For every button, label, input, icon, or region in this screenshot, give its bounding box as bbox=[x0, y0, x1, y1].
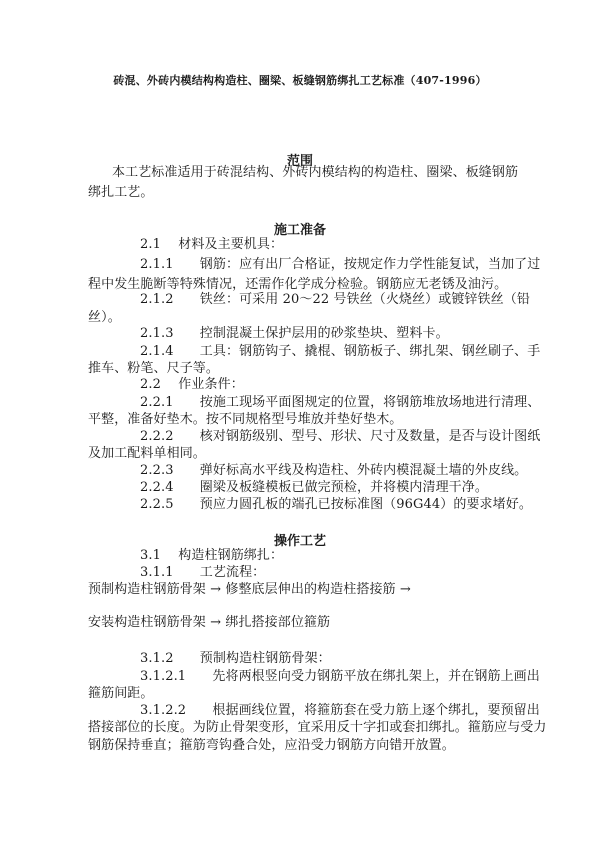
clause-3-1-2: 3.1.2 预制构造柱钢筋骨架： bbox=[140, 651, 331, 666]
clause-3-1: 3.1 构造柱钢筋绑扎： bbox=[140, 548, 284, 563]
section-heading-ops: 操作工艺 bbox=[273, 534, 326, 549]
clause-3-1-2-1: 3.1.2.1 先将两根竖向受力钢筋平放在绑扎架上，并在钢筋上画出 bbox=[140, 669, 540, 684]
process-flow-line-2: 安装构造柱钢筋骨架 → 绑扎搭接部位箍筋 bbox=[88, 615, 331, 630]
clause-3-1-2-2-cont2: 钢筋保持垂直；箍筋弯钩叠合处，应沿受力钢筋方向错开放置。 bbox=[88, 738, 455, 753]
clause-2-1-1-cont: 程中发生脆断等特殊情况，还需作化学成分检验。钢筋应无老锈及油污。 bbox=[88, 277, 508, 292]
clause-2-2-5: 2.2.5 预应力圆孔板的端孔已按标准图（96G44）的要求堵好。 bbox=[140, 497, 532, 512]
clause-2-1: 2.1 材料及主要机具： bbox=[140, 237, 284, 252]
clause-2-1-4: 2.1.4 工具：钢筋钩子、撬棍、钢筋板子、绑扎架、钢丝刷子、手 bbox=[140, 344, 541, 359]
clause-3-1-2-2-cont: 搭接部位的长度。为防止骨架变形，宜采用反十字扣或套扣绑扎。箍筋应与受力 bbox=[88, 720, 547, 735]
clause-2-1-2-cont: 丝）。 bbox=[88, 310, 121, 325]
clause-3-1-1: 3.1.1 工艺流程： bbox=[140, 565, 266, 580]
clause-2-2-2: 2.2.2 核对钢筋级别、型号、形状、尺寸及数量，是否与设计图纸 bbox=[140, 429, 541, 444]
clause-2-2-4: 2.2.4 圈梁及板缝模板已做完预检，并将模内清理干净。 bbox=[140, 480, 488, 495]
clause-2-1-3: 2.1.3 控制混凝土保护层用的砂浆垫块、塑料卡。 bbox=[140, 326, 449, 341]
paragraph-line: 本工艺标准适用于砖混结构、外砖内模结构的构造柱、圈梁、板缝钢筋 bbox=[112, 165, 519, 180]
clause-2-1-2: 2.1.2 铁丝：可采用 20～22 号铁丝（火烧丝）或镀锌铁丝（铅 bbox=[140, 292, 530, 307]
clause-2-1-1: 2.1.1 钢筋：应有出厂合格证，按规定作力学性能复试，当加了过 bbox=[140, 257, 541, 272]
clause-2-2-1-cont: 平整，准备好垫木。按不同规格型号堆放并垫好垫木。 bbox=[88, 412, 403, 427]
clause-2-2-1: 2.2.1 按施工现场平面图规定的位置，将钢筋堆放场地进行清理、 bbox=[140, 395, 541, 410]
clause-3-1-2-2: 3.1.2.2 根据画线位置，将箍筋套在受力筋上逐个绑扎，要预留出 bbox=[140, 703, 540, 718]
clause-2-2-3: 2.2.3 弹好标高水平线及构造柱、外砖内模混凝土墙的外皮线。 bbox=[140, 463, 528, 478]
clause-2-1-4-cont: 推车、粉笔、尺子等。 bbox=[88, 361, 220, 376]
section-heading-prep: 施工准备 bbox=[273, 223, 326, 238]
paragraph-line: 绑扎工艺。 bbox=[88, 185, 154, 200]
process-flow-line-1: 预制构造柱钢筋骨架 → 修整底层伸出的构造柱搭接筋 → bbox=[88, 582, 411, 597]
section-heading-scope: 范围 bbox=[286, 154, 313, 169]
clause-3-1-2-1-cont: 箍筋间距。 bbox=[88, 686, 154, 701]
clause-2-2-2-cont: 及加工配料单相同。 bbox=[88, 446, 206, 461]
clause-2-2: 2.2 作业条件： bbox=[140, 377, 244, 392]
document-title: 砖混、外砖内模结构构造柱、圈梁、板缝钢筋绑扎工艺标准（407-1996） bbox=[113, 74, 487, 87]
